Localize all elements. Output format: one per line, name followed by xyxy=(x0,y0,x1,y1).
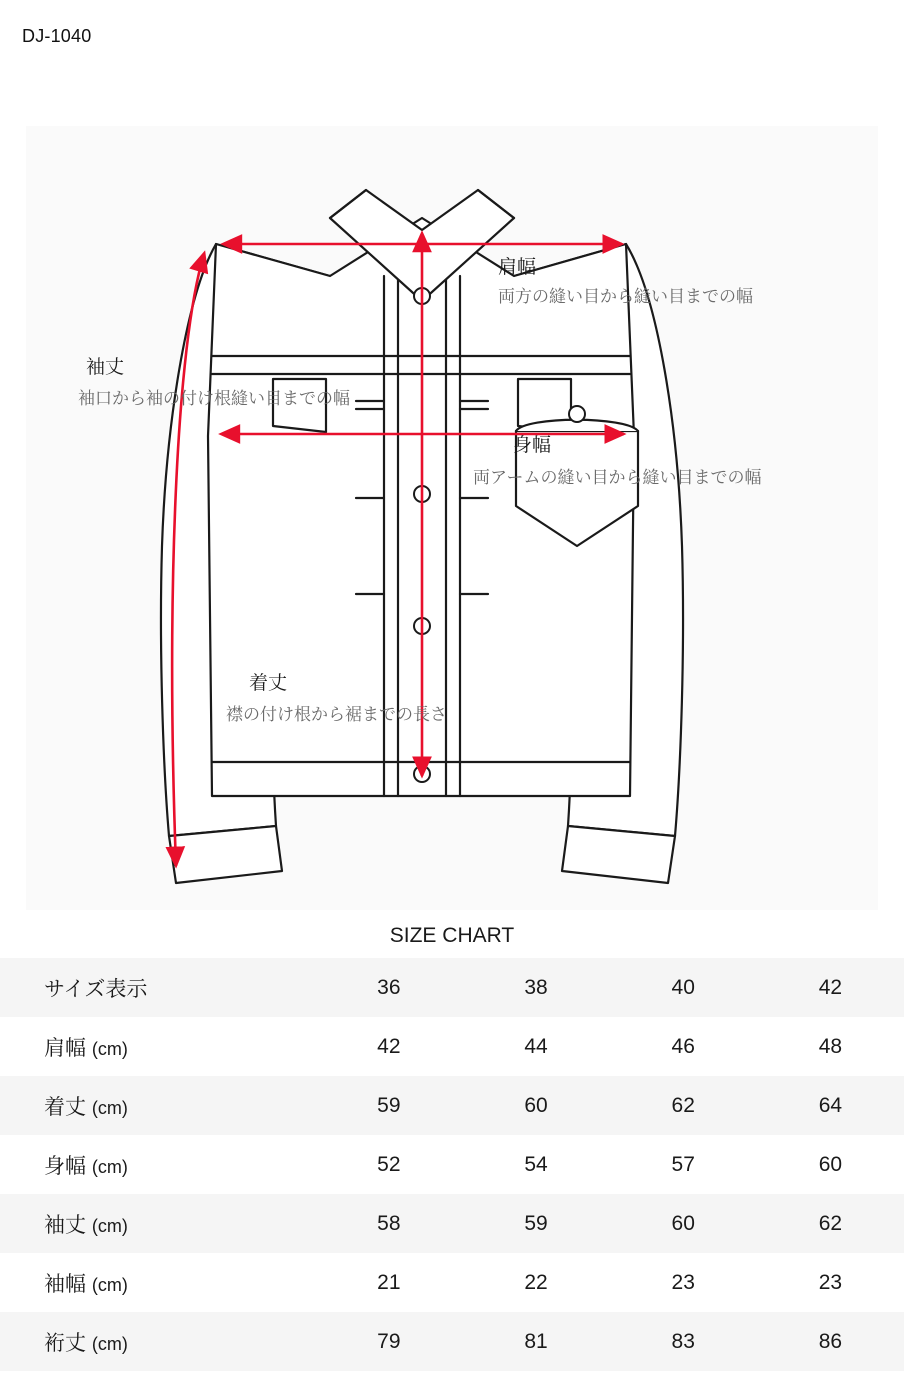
row-label-text: 袖幅 xyxy=(44,1272,86,1296)
row-label xyxy=(0,1017,315,1076)
cell-value: 22 xyxy=(524,1270,548,1294)
cell-value: 60 xyxy=(818,1152,843,1176)
size-chart-body xyxy=(0,958,904,1371)
row-label-text: 袖丈 xyxy=(44,1213,86,1237)
row-label xyxy=(0,1194,315,1253)
table-row xyxy=(0,1194,904,1253)
row-label xyxy=(0,1076,315,1135)
cell-value: 62 xyxy=(671,1093,695,1117)
size-chart-title: SIZE CHART xyxy=(389,924,515,947)
size-chart-table xyxy=(0,958,904,1371)
row-label xyxy=(0,1135,315,1194)
row-label-unit: (cm) xyxy=(91,1274,128,1295)
cell-value: 64 xyxy=(818,1093,843,1117)
garment-measurement-diagram xyxy=(26,126,878,910)
row-label-unit: (cm) xyxy=(91,1097,128,1118)
cell-value: 83 xyxy=(671,1329,695,1353)
cell-value: 57 xyxy=(671,1152,695,1176)
row-label-text: 裄丈 xyxy=(44,1331,86,1355)
cell-value: 54 xyxy=(524,1152,548,1176)
cell-value: 81 xyxy=(524,1329,548,1353)
jacket-technical-drawing xyxy=(26,126,878,910)
row-label-text: 肩幅 xyxy=(44,1036,86,1060)
annotation-shoulder-desc: 両方の縫い目から縫い目までの幅 xyxy=(498,287,753,306)
cell-value: 46 xyxy=(671,1034,695,1058)
cell-value: 59 xyxy=(377,1093,401,1117)
cell-value: 59 xyxy=(524,1211,548,1235)
row-label-unit: (cm) xyxy=(91,1333,128,1354)
cell-value: 58 xyxy=(377,1211,401,1235)
cell-value: 60 xyxy=(524,1093,548,1117)
cell-value: 44 xyxy=(524,1034,548,1058)
table-row xyxy=(0,1312,904,1371)
annotation-shoulder-title: 肩幅 xyxy=(498,257,537,278)
cell-value: 42 xyxy=(377,1034,401,1058)
cell-value: 52 xyxy=(377,1152,401,1176)
row-label-text: 着丈 xyxy=(44,1095,86,1119)
row-label-unit: (cm) xyxy=(91,1156,128,1177)
table-row xyxy=(0,1135,904,1194)
cell-value: 86 xyxy=(818,1329,843,1353)
row-label xyxy=(0,1312,315,1371)
table-row xyxy=(0,1076,904,1135)
row-label-unit: (cm) xyxy=(91,1215,128,1236)
cell-value: 62 xyxy=(818,1211,843,1235)
table-row xyxy=(0,1017,904,1076)
annotation-body-width-desc: 両アームの縫い目から縫い目までの幅 xyxy=(473,468,762,487)
product-code: DJ-1040 xyxy=(22,26,92,46)
cell-value: 23 xyxy=(818,1270,843,1294)
table-row-header xyxy=(0,958,904,1017)
size-header-36: 36 xyxy=(377,975,401,999)
annotation-length-desc: 襟の付け根から裾までの長さ xyxy=(226,705,447,724)
cell-value: 48 xyxy=(818,1034,843,1058)
cell-value: 23 xyxy=(671,1270,695,1294)
row-label-unit: (cm) xyxy=(91,1038,128,1059)
table-row xyxy=(0,1253,904,1312)
annotation-length-title: 着丈 xyxy=(249,673,288,694)
cell-value: 79 xyxy=(377,1329,401,1353)
size-header-42: 42 xyxy=(818,975,843,999)
cell-value: 21 xyxy=(377,1270,401,1294)
size-header-40: 40 xyxy=(671,975,695,999)
row-label-text: 身幅 xyxy=(44,1154,86,1178)
annotation-sleeve-length-desc: 袖口から袖の付け根縫い目までの幅 xyxy=(78,389,350,408)
size-header-38: 38 xyxy=(524,975,548,999)
row-label xyxy=(0,1253,315,1312)
row-label: サイズ表示 xyxy=(44,977,148,1001)
annotation-sleeve-length-title: 袖丈 xyxy=(86,357,125,378)
annotation-body-width-title: 身幅 xyxy=(513,435,552,456)
cell-value: 60 xyxy=(671,1211,695,1235)
